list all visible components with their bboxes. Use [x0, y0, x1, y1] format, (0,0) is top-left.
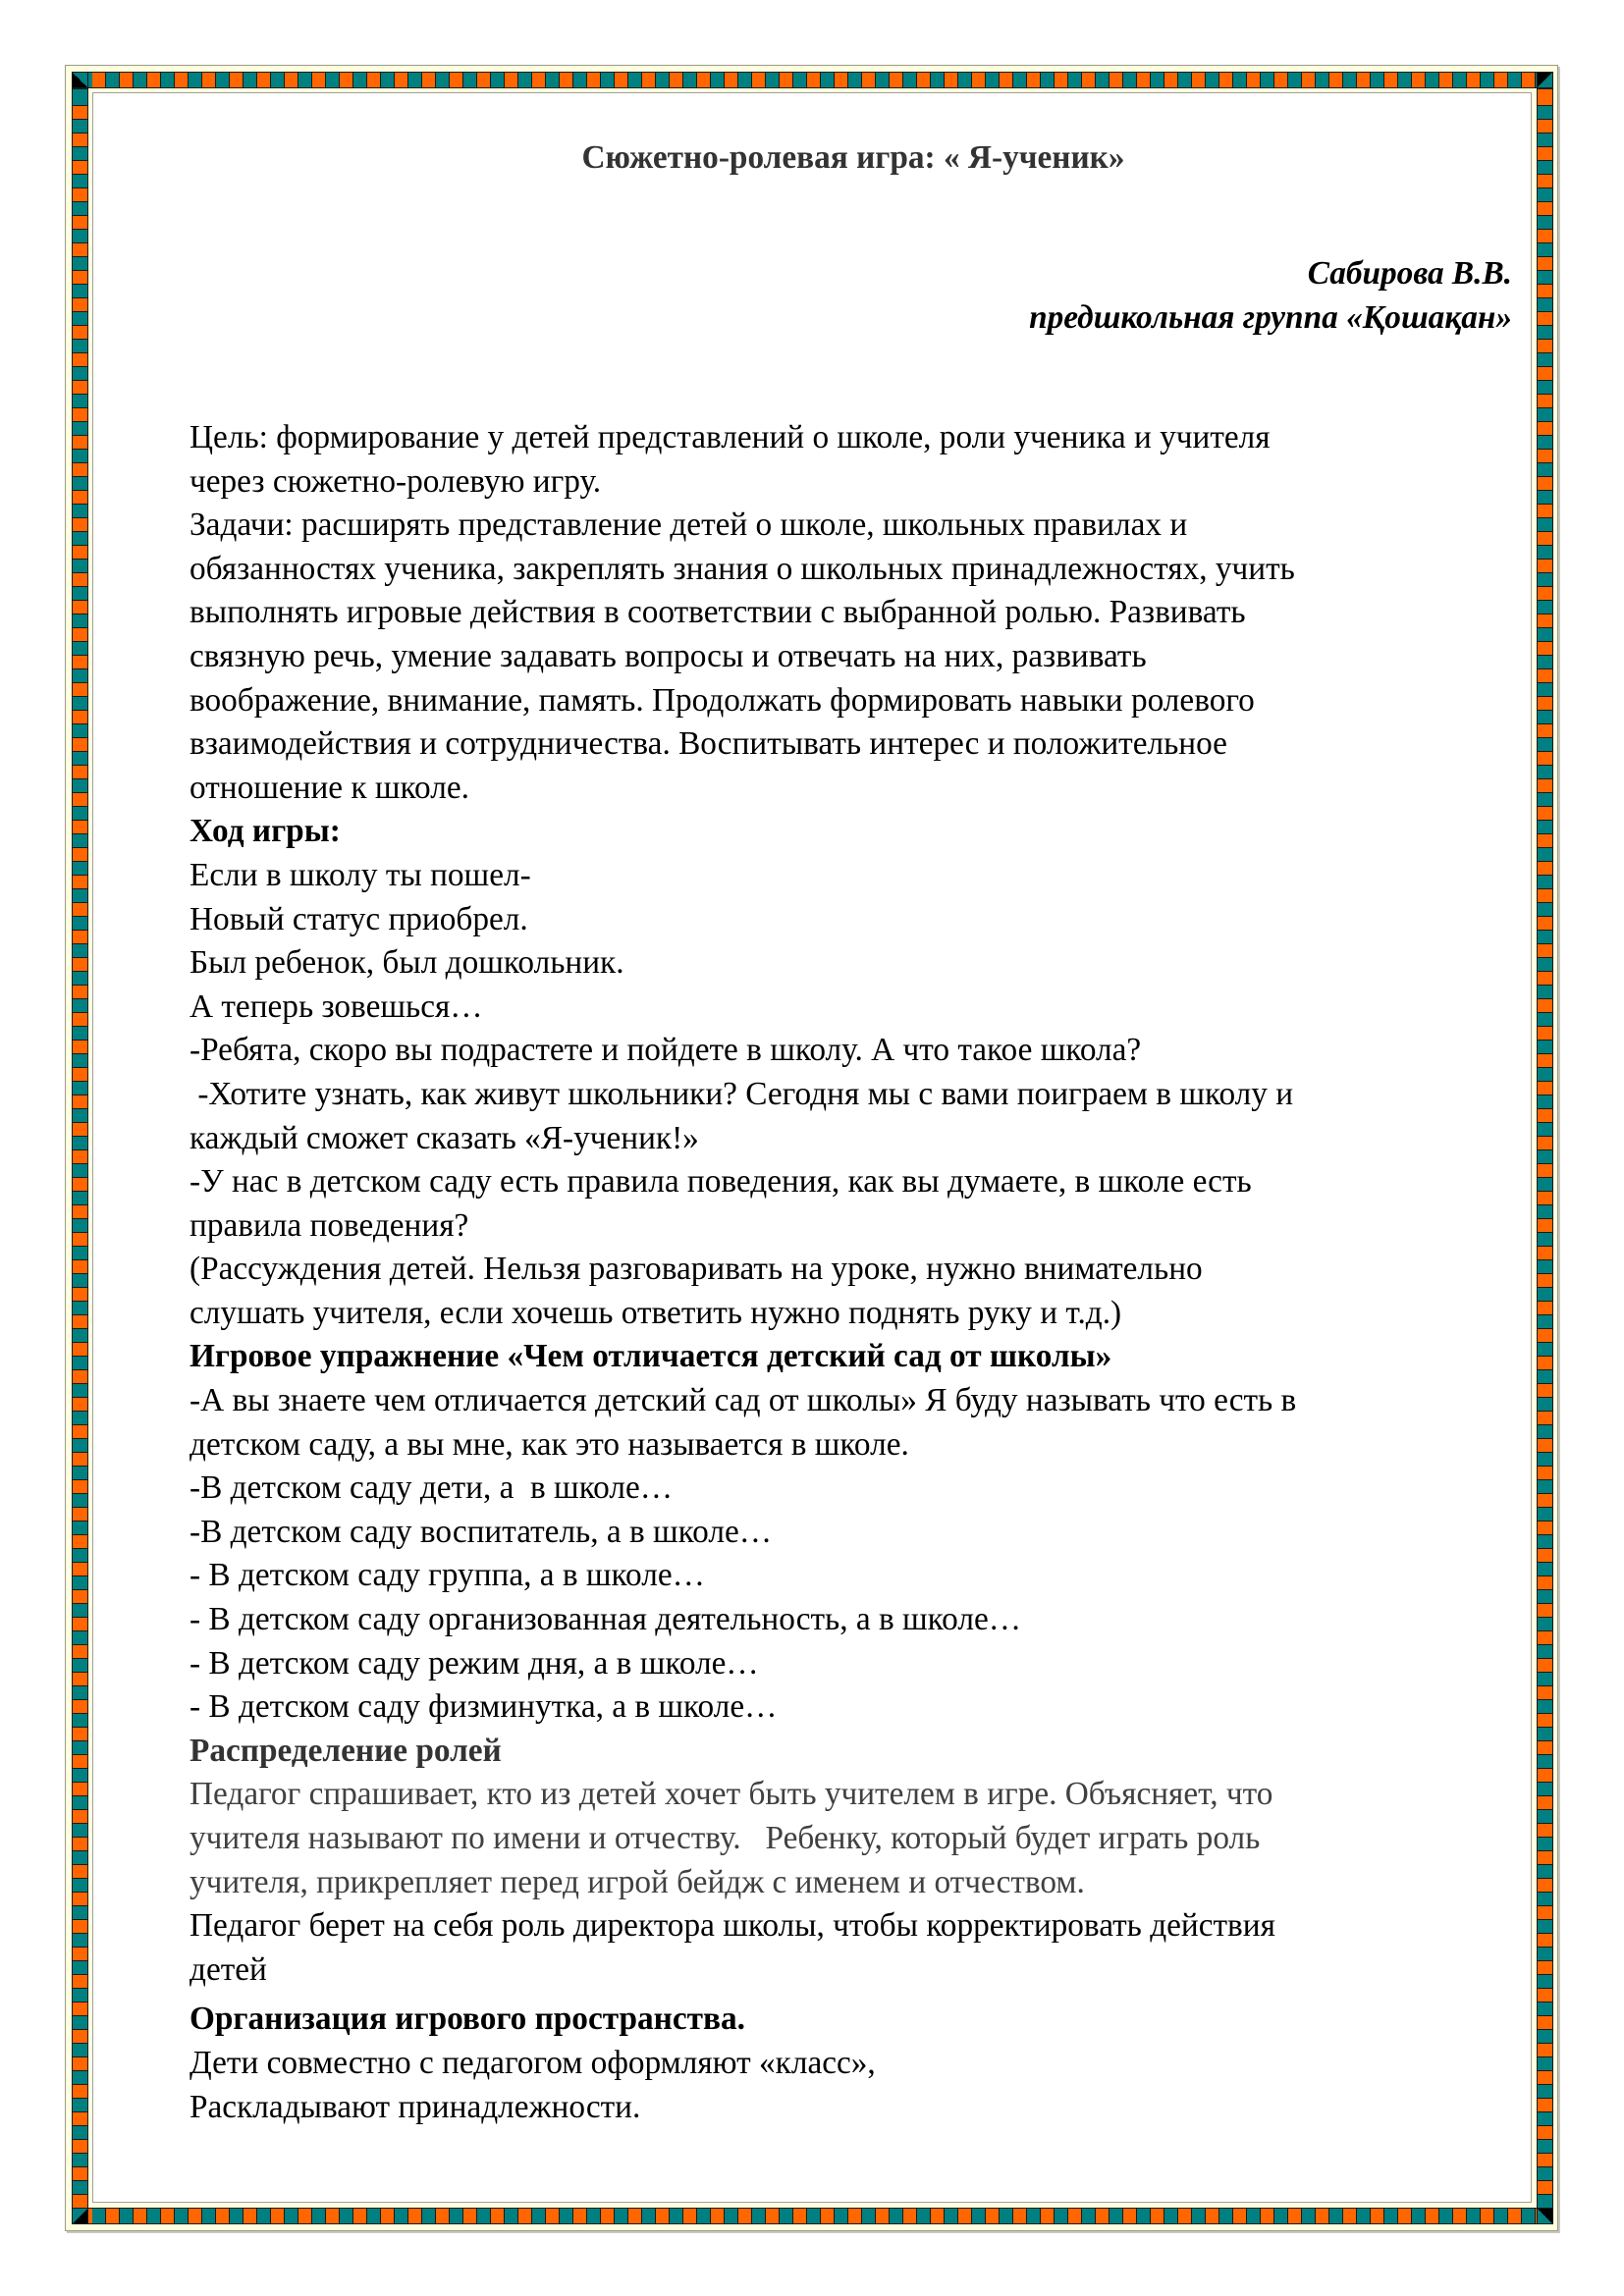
- text-line: -А вы знаете чем отличается детский сад от школы» Я буду называть что есть в: [189, 1382, 1297, 1419]
- text-line: детей: [189, 1950, 267, 1988]
- border-strip-bottom: [88, 2208, 1537, 2224]
- document-body: [189, 416, 1525, 2129]
- border-corner-bottom-left: [72, 2208, 88, 2224]
- text-line: Был ребенок, был дошкольник.: [189, 944, 624, 982]
- section-game-exercise: [189, 1335, 1525, 1729]
- text-line: -В детском саду дети, а в школе…: [189, 1469, 674, 1507]
- text-line: - В детском саду режим дня, а в школе…: [189, 1644, 759, 1682]
- text-line: каждый сможет сказать «Я-ученик!»: [189, 1119, 699, 1156]
- text-line: учителя, прикрепляет перед игрой бейдж с именем и отчеством.: [189, 1863, 1085, 1900]
- section-heading: Игровое упражнение «Чем отличается детский сад от школы»: [189, 1338, 1112, 1375]
- text-line: учителя называют по имени и отчеству. Ребенку, который будет играть роль: [189, 1820, 1261, 1856]
- text-line: Педагог берет на себя роль директора школы, чтобы корректировать действия: [189, 1907, 1275, 1945]
- border-strip-top: [88, 72, 1537, 88]
- text-line: Новый статус приобрел.: [189, 900, 528, 937]
- text-line: -Хотите узнать, как живут школьники? Сегодня мы с вами поиграем в школу и: [189, 1075, 1294, 1112]
- text-line: воображение, внимание, память. Продолжать формировать навыки ролевого: [189, 681, 1255, 719]
- text-line: обязанностях ученика, закреплять знания о школьных принадлежностях, учить: [189, 550, 1295, 587]
- text-line: взаимодействия и сотрудничества. Воспитывать интерес и положительное: [189, 725, 1227, 763]
- text-line: через сюжетно-ролевую игру.: [189, 462, 602, 500]
- text-line: А теперь зовешься…: [189, 988, 483, 1025]
- section-role-distribution: [189, 1730, 1525, 1993]
- section-heading: Организация игрового пространства.: [189, 2001, 745, 2038]
- border-corner-top-left: [72, 72, 88, 88]
- author-group: предшкольная группа «Қошақан»: [1029, 298, 1512, 336]
- text-line: Задачи: расширять представление детей о школе, школьных правилах и: [189, 507, 1188, 544]
- text-line: детском саду, а вы мне, как это называется в школе.: [189, 1425, 909, 1463]
- section-heading: Ход игры:: [189, 813, 341, 850]
- text-line: Педагог спрашивает, кто из детей хочет быть учителем в игре. Объясняет, что: [189, 1776, 1273, 1813]
- text-line: отношение к школе.: [189, 769, 469, 806]
- section-play-space: [189, 1998, 1525, 2129]
- text-line: выполнять игровые действия в соответствии с выбранной ролью. Развивать: [189, 594, 1246, 631]
- text-line: Цель: формирование у детей представлений о школе, роли ученика и учителя: [189, 419, 1271, 455]
- text-line: Если в школу ты пошел-: [189, 856, 531, 893]
- text-line: правила поведения?: [189, 1206, 469, 1244]
- text-line: - В детском саду организованная деятельность, а в школе…: [189, 1601, 1022, 1638]
- text-line: -В детском саду воспитатель, а в школе…: [189, 1513, 773, 1550]
- text-line: слушать учителя, если хочешь ответить нужно поднять руку и т.д.): [189, 1294, 1122, 1331]
- tasks-paragraph: [189, 504, 1525, 810]
- border-strip-left: [72, 88, 88, 2208]
- text-line: -Ребята, скоро вы подрастете и пойдете в школу. А что такое школа?: [189, 1032, 1142, 1069]
- author-name: Сабирова В.В.: [1307, 255, 1512, 292]
- document-title: Сюжетно-ролевая игра: « Я-ученик»: [581, 139, 1125, 176]
- text-line: - В детском саду группа, а в школе…: [189, 1557, 705, 1594]
- section-game-progress: [189, 810, 1525, 1335]
- text-line: (Рассуждения детей. Нельзя разговаривать на уроке, нужно внимательно: [189, 1251, 1203, 1288]
- section-heading: Распределение ролей: [189, 1732, 502, 1769]
- border-strip-right: [1537, 88, 1553, 2208]
- goal-paragraph: [189, 416, 1525, 504]
- text-line: Дети совместно с педагогом оформляют «класс»,: [189, 2044, 876, 2081]
- border-corner-bottom-right: [1537, 2208, 1553, 2224]
- text-line: -У нас в детском саду есть правила поведения, как вы думаете, в школе есть: [189, 1163, 1252, 1201]
- text-line: - В детском саду физминутка, а в школе…: [189, 1688, 778, 1726]
- author-block: [189, 252, 1512, 340]
- text-line: связную речь, умение задавать вопросы и отвечать на них, развивать: [189, 637, 1147, 674]
- text-line: Раскладывают принадлежности.: [189, 2088, 641, 2125]
- border-corner-top-right: [1537, 72, 1553, 88]
